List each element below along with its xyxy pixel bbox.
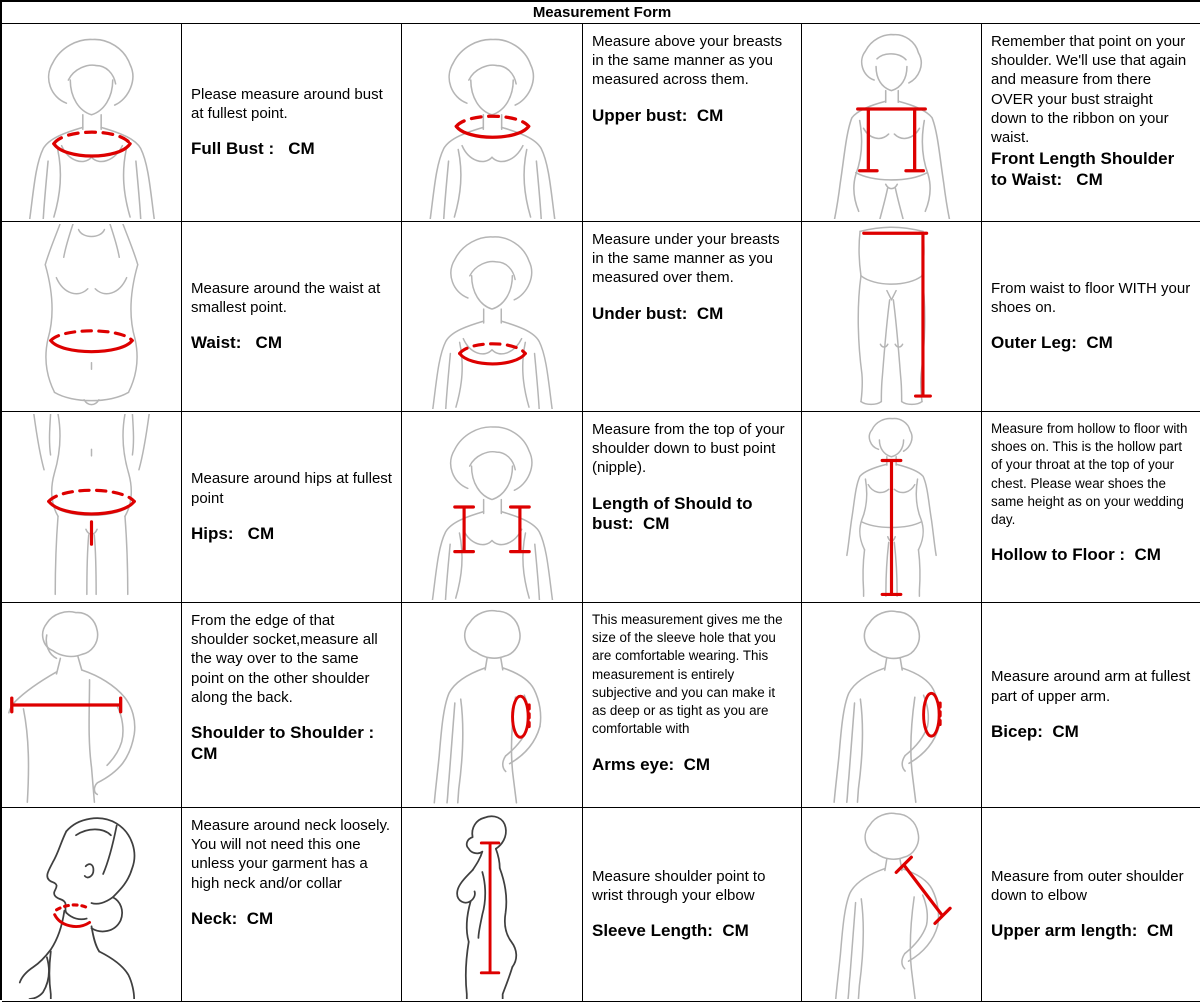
cell-full-bust-text (182, 24, 402, 222)
cell-waist-text (182, 222, 402, 412)
waist-label: Waist: CM (191, 333, 282, 353)
shoulder-to-bust-figure-illustration (404, 414, 580, 600)
upper-arm-figure-illustration (804, 810, 979, 999)
full-bust-description: Please measure around bust at fullest point. (191, 85, 383, 123)
waist-figure-illustration (4, 224, 179, 409)
neck-label: Neck: CM (191, 908, 274, 928)
front-length-figure-illustration (804, 26, 979, 219)
cell-waist-figure (2, 222, 182, 412)
bicep-label: Bicep: CM (991, 721, 1079, 741)
cell-bicep-text (982, 603, 1200, 808)
cell-hollow-floor-figure (802, 412, 982, 603)
cell-outer-leg-text (982, 222, 1200, 412)
outer-leg-label: Outer Leg: CM (991, 333, 1113, 353)
neck-figure-illustration (4, 810, 179, 999)
cell-upper-bust-text (583, 24, 802, 222)
under-bust-description: Measure under your breasts in the same manner as you measured over them. (592, 231, 780, 287)
cell-full-bust-figure (2, 24, 182, 222)
upper-arm-description: Measure from outer shoulder down to elbow (991, 867, 1184, 905)
shoulder-shoulder-description: From the edge of that shoulder socket,measure all the way over to the same point on the other shoulder along the back. (191, 612, 378, 706)
hollow-floor-description: Measure from hollow to floor with shoes on. This is the hollow part of your throat at the top of your chest. Please wear shoes the same height as on your wedding day. (991, 421, 1188, 528)
cell-hollow-floor-text (982, 412, 1200, 603)
hips-label: Hips: CM (191, 523, 275, 543)
sleeve-length-figure-illustration (404, 810, 580, 999)
outer-leg-description: From waist to floor WITH your shoes on. (991, 279, 1191, 317)
cell-neck-figure (2, 808, 182, 1002)
bicep-figure-illustration (804, 605, 979, 805)
sleeve-length-label: Sleeve Length: CM (592, 921, 749, 941)
cell-hips-figure (2, 412, 182, 603)
full-bust-figure-illustration (4, 26, 179, 219)
waist-description: Measure around the waist at smallest point. (191, 279, 381, 317)
cell-neck-text (182, 808, 402, 1002)
shoulder-bust-description: Measure from the top of your shoulder down to bust point (nipple). (592, 421, 785, 477)
hips-description: Measure around hips at fullest point (191, 470, 392, 507)
arms-eye-label: Arms eye: CM (592, 754, 711, 774)
front-length-description: Remember that point on your shoulder. We'll use that again and measure from there OVER your bust straight down to the ribbon on your waist. (991, 33, 1187, 146)
full-bust-label: Full Bust : CM (191, 139, 315, 159)
cell-arms-eye-figure (402, 603, 583, 808)
cell-under-bust-figure (402, 222, 583, 412)
arms-eye-figure-illustration (404, 605, 580, 805)
page-title: Measurement Form (2, 2, 1200, 24)
cell-arms-eye-text (583, 603, 802, 808)
shoulder-bust-label: Length of Should to bust: CM (592, 493, 758, 534)
cell-front-length-text (982, 24, 1200, 222)
cell-bicep-figure (802, 603, 982, 808)
upper-bust-label: Upper bust: CM (592, 105, 724, 125)
cell-upper-arm-figure (802, 808, 982, 1002)
cell-shoulder-bust-text (583, 412, 802, 603)
cell-shoulder-bust-figure (402, 412, 583, 603)
cell-sleeve-length-text (583, 808, 802, 1002)
hips-figure-illustration (4, 414, 179, 600)
bicep-description: Measure around arm at fullest part of upper arm. (991, 668, 1191, 705)
cell-upper-arm-text (982, 808, 1200, 1002)
sleeve-length-description: Measure shoulder point to wrist through your elbow (592, 867, 766, 905)
cell-hips-text (182, 412, 402, 603)
outer-leg-figure-illustration (804, 224, 979, 409)
arms-eye-description: This measurement gives me the size of the sleeve hole that you are comfortable wearing. This measurement is entirely subjective and you can make it as deep or as tight as you are comfortable with (592, 612, 783, 737)
hollow-to-floor-figure-illustration (804, 414, 979, 600)
under-bust-label: Under bust: CM (592, 303, 724, 323)
cell-shoulder-shoulder-figure (2, 603, 182, 808)
cell-sleeve-length-figure (402, 808, 583, 1002)
under-bust-figure-illustration (404, 224, 580, 409)
upper-bust-figure-illustration (404, 26, 580, 219)
upper-bust-description: Measure above your breasts in the same manner as you measured across them. (592, 33, 783, 89)
upper-arm-label: Upper arm length: CM (991, 921, 1174, 941)
cell-under-bust-text (583, 222, 802, 412)
cell-shoulder-shoulder-text (182, 603, 402, 808)
neck-description: Measure around neck loosely. You will not need this one unless your garment has a high neck and/or collar (191, 817, 390, 892)
shoulder-shoulder-label: Shoulder to Shoulder : CM (191, 723, 379, 763)
cell-outer-leg-figure (802, 222, 982, 412)
front-length-label: Front Length Shoulder to Waist: CM (991, 149, 1179, 189)
shoulder-to-shoulder-figure-illustration (4, 605, 179, 805)
hollow-floor-label: Hollow to Floor : CM (991, 545, 1161, 565)
cell-upper-bust-figure (402, 24, 583, 222)
cell-front-length-figure (802, 24, 982, 222)
